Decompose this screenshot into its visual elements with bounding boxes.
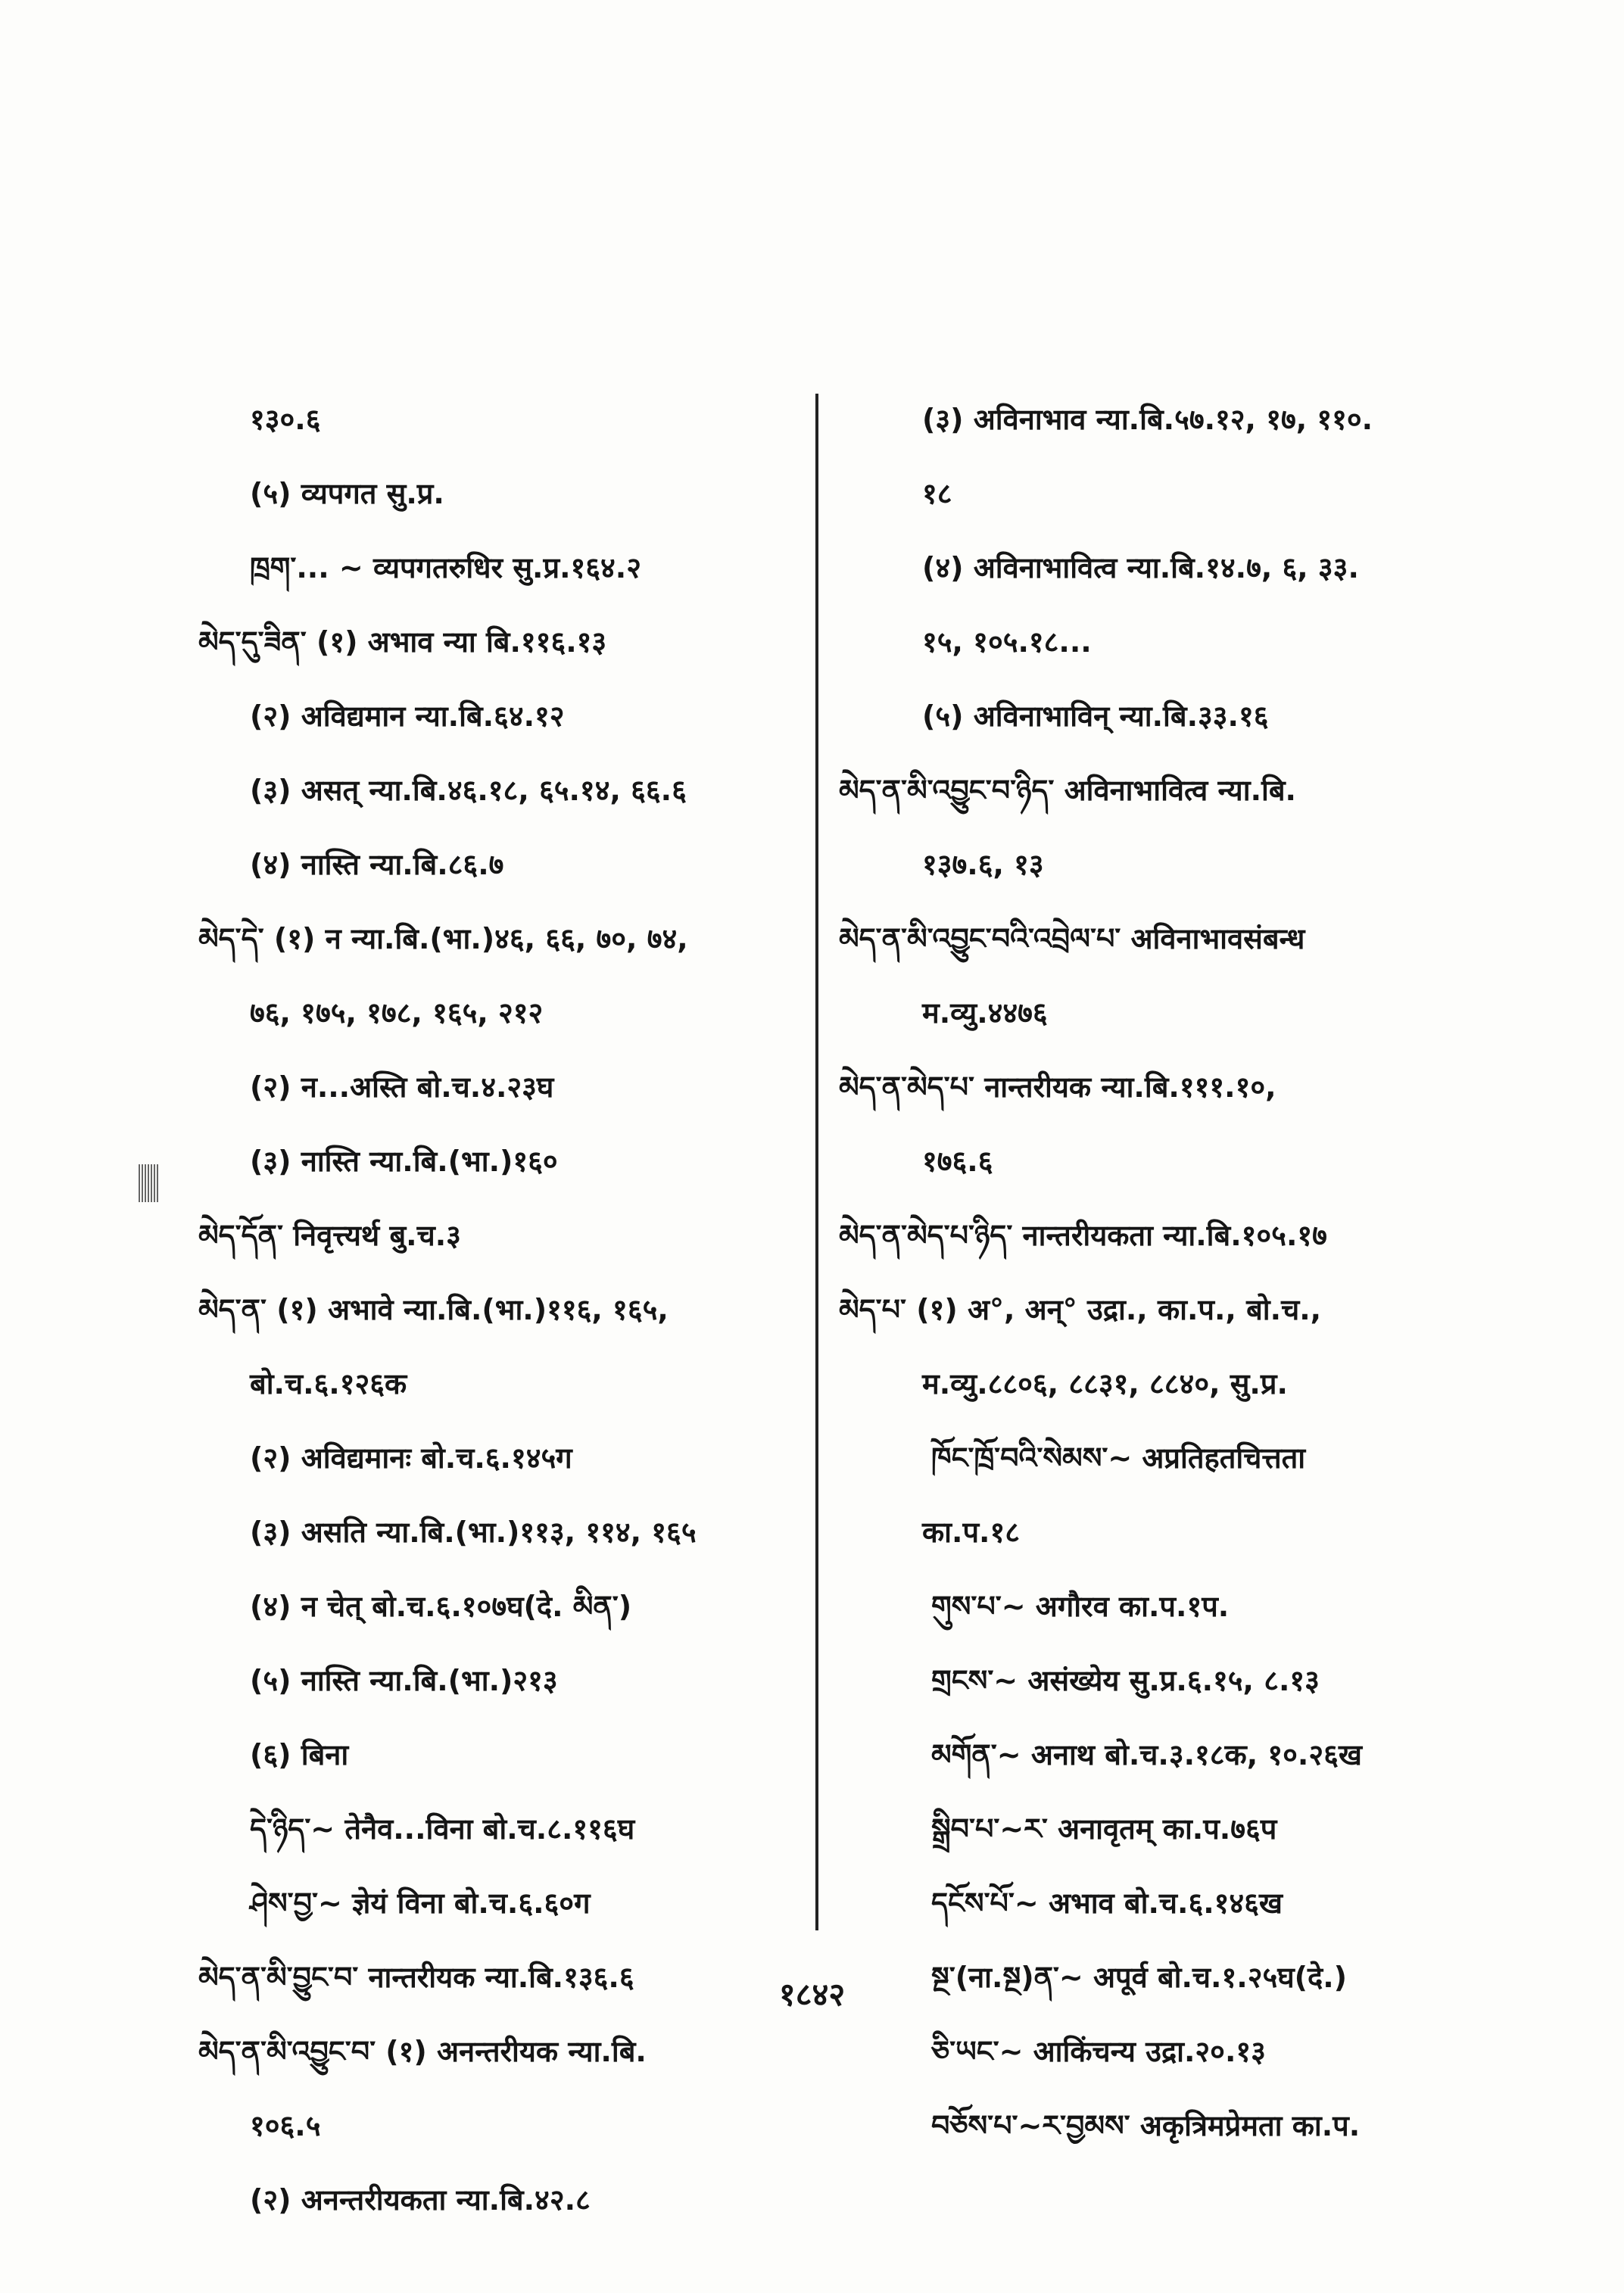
dictionary-line: ཤེས་བྱ་~ ज्ञेयं विना बो.च.६.६०ग [250,1886,591,1920]
dictionary-line: (२) अविद्यमान न्या.बि.६४.१२ [250,699,565,733]
dictionary-line: (५) व्यपगत सु.प्र. [250,477,444,510]
dictionary-line: (५) अविनाभाविन् न्या.बि.३३.१६ [922,699,1269,733]
dictionary-line: གྲངས་~ असंख्येय सु.प्र.६.१५, ८.१३ [931,1664,1320,1697]
dictionary-line: སྔ་(ना.སྔ)ན་~ अपूर्व बो.च.१.२५घ(दे.) [931,1961,1348,1994]
dictionary-line: १३७.६, १३ [922,848,1044,881]
dictionary-line: १०६.५ [250,2109,321,2142]
dictionary-line: མེད་ན་མེད་པ་ नान्तरीयक न्या.बि.१११.१०, [839,1070,1276,1104]
dictionary-line: (३) असत् न्या.बि.४६.१८, ६५.१४, ६६.६ [250,774,687,807]
dictionary-line: १७६.६ [922,1145,993,1178]
dictionary-line: (३) असति न्या.बि.(भा.)११३, ११४, १६५ [250,1516,697,1549]
dictionary-line: (३) अविनाभाव न्या.बि.५७.१२, १७, ११०. [922,403,1373,436]
dictionary-line: १८ [922,477,952,510]
dictionary-line: མེད་ན་མི་བྱུང་བ་ नान्तरीयक न्या.बि.१३६.६ [198,1961,634,1994]
column-divider [815,394,818,1930]
dictionary-line: མེད་ན་མི་འབྱུང་བ་ (१) अनन्तरीयक न्या.बि. [198,2035,647,2068]
dictionary-line: का.प.१८ [922,1516,1021,1549]
dictionary-line: म.व्यु.८८०६, ८८३१, ८८४०, सु.प्र. [922,1367,1288,1400]
dictionary-line: སྒྲིབ་པ་~ར་ अनावृतम् का.प.७६प [931,1812,1277,1846]
dictionary-line: (२) अनन्तरीयकता न्या.बि.४२.८ [250,2183,591,2217]
dictionary-line: ཅི་ཡང་~ आकिंचन्य उद्रा.२०.१३ [931,2035,1266,2068]
dictionary-line: (२) अविद्यमानः बो.च.६.१४५ग [250,1441,572,1475]
dictionary-line: (४) अविनाभावित्व न्या.बि.१४.७, ६, ३३. [922,551,1359,584]
dictionary-line: १५, १०५.१८... [922,625,1092,659]
dictionary-line: མེད་ན་མེད་པ་ཉིད་ नान्तरीयकता न्या.बि.१०५.१७ [839,1219,1327,1252]
right-column [839,382,1490,2163]
dictionary-line: མེད་དུ་ཟིན་ (१) अभाव न्या बि.११६.१३ [198,625,607,659]
dictionary-line: མེད་པ་ (१) अ°, अन्° उद्रा., का.प., बो.च., [839,1293,1322,1326]
dictionary-line: ཁྲག་... ~ व्यपगतरुधिर सु.प्र.१६४.२ [250,551,641,584]
dictionary-line: (५) नास्ति न्या.बि.(भा.)२१३ [250,1664,558,1697]
dictionary-line: ७६, १७५, १७८, १६५, २१२ [250,996,544,1030]
dictionary-line: མགོན་~ अनाथ बो.च.३.१८क, १०.२६ख [931,1738,1362,1771]
dictionary-line: (६) बिना [250,1738,349,1771]
dictionary-line: མེད་དེ་ (१) न न्या.बि.(भा.)४६, ६६, ७०, ७४, [198,922,688,955]
page-number: १८४२ [778,1976,846,2013]
dictionary-line: མེད་དོན་ निवृत्त्यर्थ बु.च.३ [198,1219,461,1252]
dictionary-line: མེད་ན་ (१) अभावे न्या.बि.(भा.)११६, १६५, [198,1293,669,1326]
dictionary-line: མེད་ན་མི་འབྱུང་བའི་འབྲེལ་པ་ अविनाभावसंबन्ध [839,922,1305,955]
dictionary-line: (४) न चेत् बो.च.६.१०७घ(दे. མིན་) [250,1590,632,1623]
dictionary-line: དེ་ཉིད་~ तेनैव...विना बो.च.८.११६घ [250,1812,635,1846]
margin-scan-mark [139,1164,158,1202]
dictionary-line: बो.च.६.१२६क [250,1367,407,1400]
dictionary-line: གུས་པ་~ अगौरव का.प.१प. [931,1590,1230,1623]
dictionary-line: བཅོས་པ་~ར་བྱམས་ अकृत्रिमप्रेमता का.प. [931,2109,1361,2142]
dictionary-line: (३) नास्ति न्या.बि.(भा.)१६० [250,1145,558,1178]
dictionary-line: १३०.६ [250,403,321,436]
left-column [198,382,827,2237]
dictionary-line: (२) न...अस्ति बो.च.४.२३घ [250,1070,554,1104]
dictionary-line: (४) नास्ति न्या.बि.८६.७ [250,848,504,881]
dictionary-line: म.व्यु.४४७६ [922,996,1048,1030]
dictionary-line: ཁོང་ཁྲོ་བའི་སེམས་~ अप्रतिहतचित्तता [931,1441,1306,1475]
dictionary-line: དངོས་པོ་~ अभाव बो.च.६.१४६ख [931,1886,1283,1920]
dictionary-line: མེད་ན་མི་འབྱུང་བ་ཉིད་ अविनाभावित्व न्या.बि. [839,774,1296,807]
